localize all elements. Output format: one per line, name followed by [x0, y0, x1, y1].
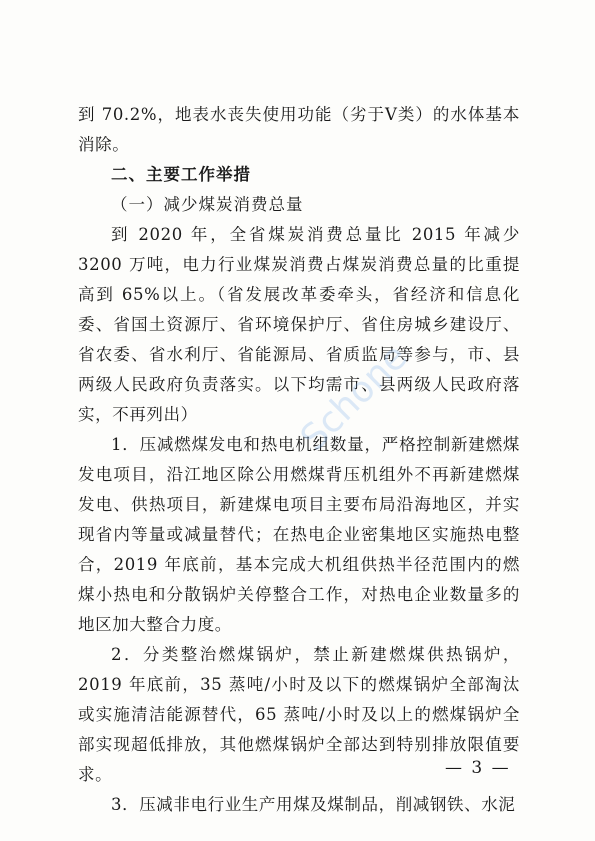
paragraph-item-1: 1．压减燃煤发电和热电机组数量，严格控制新建燃煤发电项目，沿江地区除公用燃煤背压机组外不再新建燃煤发电、供热项目，新建煤电项目主要布局沿海地区，并实现省内等量或减量替代；在热电企业密集地区实施热电整合，2019 年底前，基本完成大机组供热半径范围内的燃煤小热电和分散锅炉关停整合工作，对热电企业数量多的地区加大整合力度。: [78, 435, 520, 634]
paragraph-coal-total: 到 2020 年，全省煤炭消费总量比 2015 年减少 3200 万吨，电力行业煤炭消费占煤炭消费总量的比重提高到 65%以上。（省发展改革委牵头，省经济和信息化委、省国土资源厅、省环境保护厅、省住房城乡建设厅、省农委、省水利厅、省能源局、省质监局等参与，市、县两级人民政府负责落实。以下均需市、县两级人民政府落实，不再列出）: [78, 225, 520, 424]
page-number: — 3 —: [445, 758, 511, 778]
paragraph-item-2: 2．分类整治燃煤锅炉，禁止新建燃煤供热锅炉，2019 年底前，35 蒸吨/小时及以下的燃煤锅炉全部淘汰或实施清洁能源替代，65 蒸吨/小时及以上的燃煤锅炉全部实现超低排放，其他燃煤锅炉全部达到特别排放限值要求。: [78, 645, 520, 784]
paragraph-continuation: 到 70.2%，地表水丧失使用功能（劣于Ⅴ类）的水体基本消除。: [78, 105, 520, 154]
watermark-logo: Schone: [293, 336, 416, 459]
subsection-heading: （一）减少煤炭消费总量: [111, 195, 304, 214]
document-body: [78, 100, 520, 820]
section-heading: 二、主要工作举措: [111, 165, 251, 184]
paragraph-item-3: 3．压减非电行业生产用煤及煤制品，削减钢铁、水泥: [111, 795, 516, 814]
